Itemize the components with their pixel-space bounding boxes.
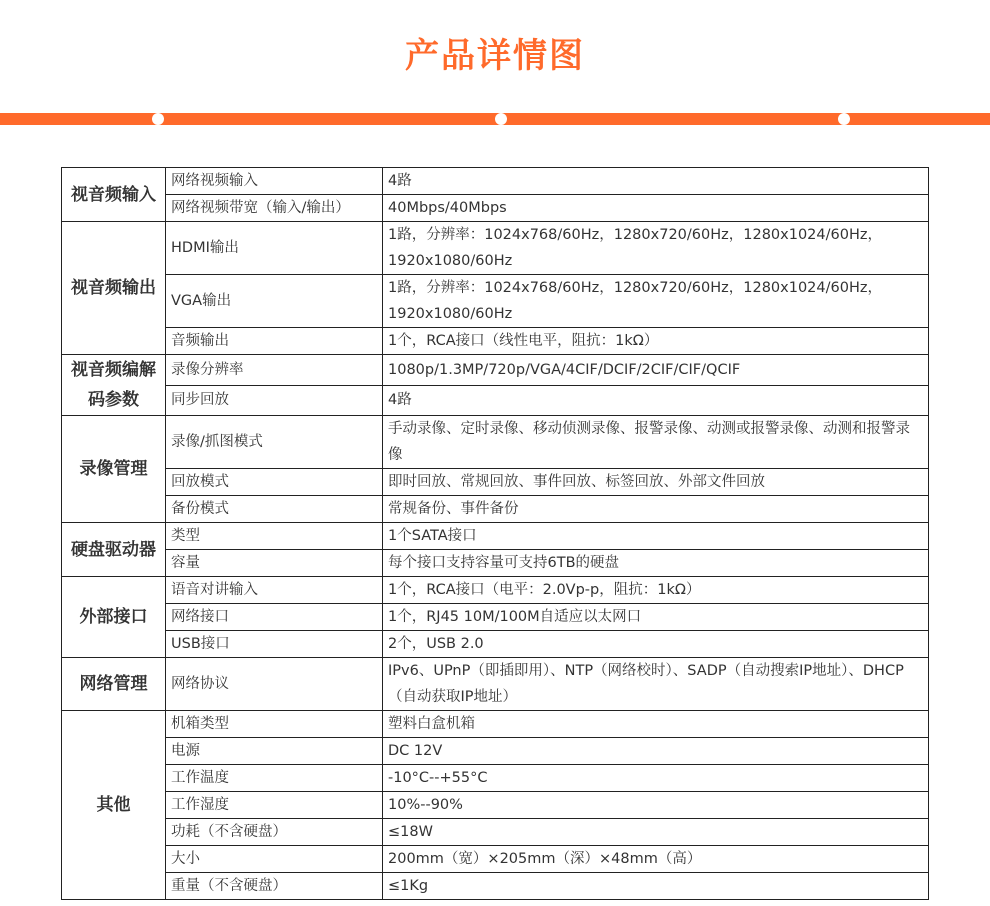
divider-dot xyxy=(495,113,507,125)
spec-category: 硬盘驱动器 xyxy=(62,523,166,577)
spec-value: 4路 xyxy=(383,168,929,195)
spec-row xyxy=(62,195,929,222)
spec-value: 塑料白盒机箱 xyxy=(383,711,929,738)
spec-name: HDMI输出 xyxy=(166,222,383,275)
spec-row xyxy=(62,416,929,469)
spec-row xyxy=(62,819,929,846)
spec-value: 1路，分辨率：1024x768/60Hz，1280x720/60Hz，1280x1024/60Hz，1920x1080/60Hz xyxy=(383,222,929,275)
spec-name: 备份模式 xyxy=(166,496,383,523)
spec-row xyxy=(62,873,929,900)
spec-row xyxy=(62,631,929,658)
spec-name: 网络视频输入 xyxy=(166,168,383,195)
spec-value: 40Mbps/40Mbps xyxy=(383,195,929,222)
spec-row xyxy=(62,385,929,416)
spec-category: 其他 xyxy=(62,711,166,900)
spec-row xyxy=(62,765,929,792)
spec-row xyxy=(62,469,929,496)
spec-value: ≤1Kg xyxy=(383,873,929,900)
spec-value: 1个，RCA接口（电平：2.0Vp-p，阻抗：1kΩ） xyxy=(383,577,929,604)
spec-value: DC 12V xyxy=(383,738,929,765)
spec-category: 视音频输出 xyxy=(62,222,166,355)
spec-name: 同步回放 xyxy=(166,385,383,416)
divider-dot xyxy=(152,113,164,125)
spec-name: 工作湿度 xyxy=(166,792,383,819)
spec-row xyxy=(62,355,929,386)
spec-name: 机箱类型 xyxy=(166,711,383,738)
spec-value: 即时回放、常规回放、事件回放、标签回放、外部文件回放 xyxy=(383,469,929,496)
spec-category: 录像管理 xyxy=(62,416,166,523)
spec-row xyxy=(62,168,929,195)
spec-name: 网络视频带宽（输入/输出） xyxy=(166,195,383,222)
spec-value: 1个，RJ45 10M/100M自适应以太网口 xyxy=(383,604,929,631)
spec-name: 网络协议 xyxy=(166,658,383,711)
spec-name: 网络接口 xyxy=(166,604,383,631)
spec-name: VGA输出 xyxy=(166,275,383,328)
spec-row xyxy=(62,738,929,765)
spec-value: 4路 xyxy=(383,385,929,416)
spec-value: -10°C--+55°C xyxy=(383,765,929,792)
spec-name: 类型 xyxy=(166,523,383,550)
spec-row xyxy=(62,846,929,873)
spec-name: 电源 xyxy=(166,738,383,765)
spec-value: 200mm（宽）×205mm（深）×48mm（高） xyxy=(383,846,929,873)
spec-row xyxy=(62,550,929,577)
spec-row xyxy=(62,275,929,328)
spec-value: 常规备份、事件备份 xyxy=(383,496,929,523)
spec-row xyxy=(62,658,929,711)
spec-value: 10%--90% xyxy=(383,792,929,819)
spec-name: 功耗（不含硬盘） xyxy=(166,819,383,846)
spec-name: USB接口 xyxy=(166,631,383,658)
spec-row xyxy=(62,577,929,604)
spec-name: 语音对讲输入 xyxy=(166,577,383,604)
spec-row xyxy=(62,328,929,355)
spec-category: 网络管理 xyxy=(62,658,166,711)
spec-table xyxy=(61,167,929,900)
spec-name: 大小 xyxy=(166,846,383,873)
spec-name: 回放模式 xyxy=(166,469,383,496)
spec-value: 1080p/1.3MP/720p/VGA/4CIF/DCIF/2CIF/CIF/QCIF xyxy=(383,355,929,386)
spec-value: 1路，分辨率：1024x768/60Hz，1280x720/60Hz，1280x1024/60Hz，1920x1080/60Hz xyxy=(383,275,929,328)
divider-dot xyxy=(838,113,850,125)
spec-value: 手动录像、定时录像、移动侦测录像、报警录像、动测或报警录像、动测和报警录像 xyxy=(383,416,929,469)
spec-row xyxy=(62,792,929,819)
spec-row xyxy=(62,604,929,631)
spec-value: IPv6、UPnP（即插即用）、NTP（网络校时）、SADP（自动搜索IP地址）、DHCP（自动获取IP地址） xyxy=(383,658,929,711)
spec-row xyxy=(62,711,929,738)
page-title: 产品详情图 xyxy=(405,36,585,76)
spec-value: 1个SATA接口 xyxy=(383,523,929,550)
spec-category: 视音频编解码参数 xyxy=(62,355,166,416)
spec-value: 2个，USB 2.0 xyxy=(383,631,929,658)
spec-name: 录像分辨率 xyxy=(166,355,383,386)
spec-name: 工作温度 xyxy=(166,765,383,792)
spec-row xyxy=(62,222,929,275)
spec-value: ≤18W xyxy=(383,819,929,846)
spec-name: 重量（不含硬盘） xyxy=(166,873,383,900)
spec-row xyxy=(62,496,929,523)
spec-value: 每个接口支持容量可支持6TB的硬盘 xyxy=(383,550,929,577)
spec-name: 音频输出 xyxy=(166,328,383,355)
spec-category: 外部接口 xyxy=(62,577,166,658)
spec-name: 录像/抓图模式 xyxy=(166,416,383,469)
spec-value: 1个，RCA接口（线性电平，阻抗：1kΩ） xyxy=(383,328,929,355)
spec-category: 视音频输入 xyxy=(62,168,166,222)
spec-row xyxy=(62,523,929,550)
spec-name: 容量 xyxy=(166,550,383,577)
